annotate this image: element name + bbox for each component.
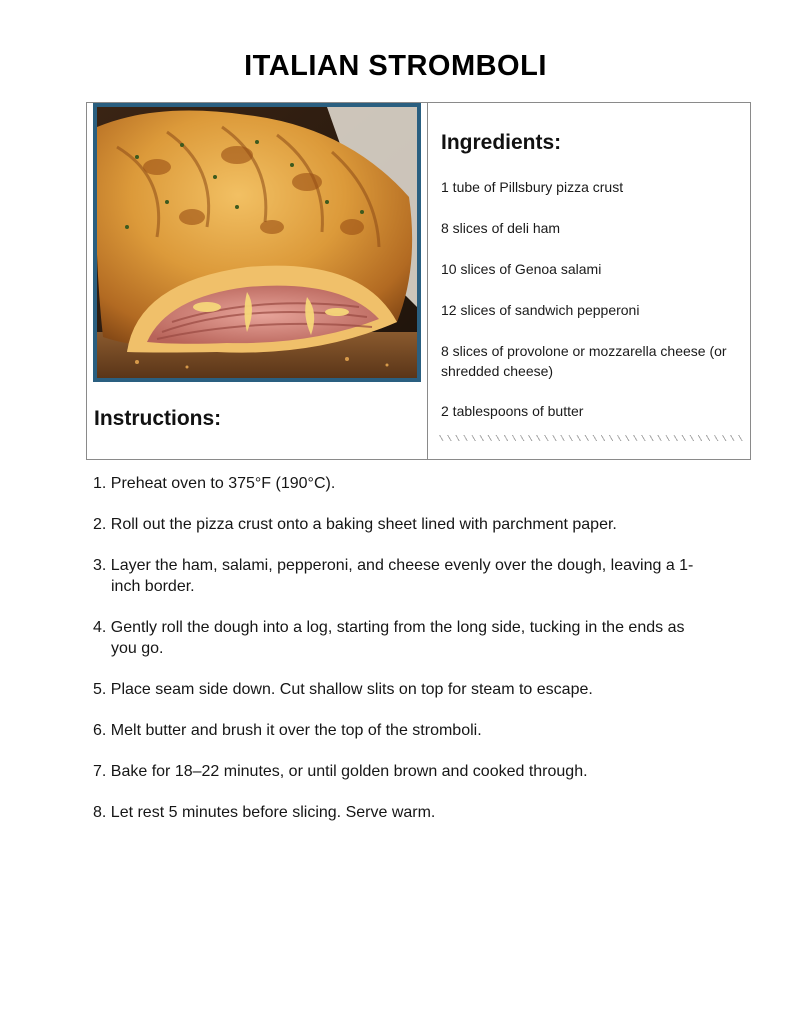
instruction-step: 6. Melt butter and brush it over the top of the stromboli. (93, 722, 482, 739)
stromboli-image (97, 107, 417, 378)
ingredient-item: 8 slices of deli ham (441, 220, 561, 236)
ingredient-item: 8 slices of provolone or mozzarella cheese (or shredded cheese) (441, 343, 727, 379)
ingredient-item: 2 tablespoons of butter (441, 403, 584, 419)
stromboli-photo (93, 103, 421, 382)
ingredient-separator (439, 435, 745, 441)
instruction-step: 5. Place seam side down. Cut shallow slits on top for steam to escape. (93, 681, 593, 698)
ingredient-item: 1 tube of Pillsbury pizza crust (441, 179, 624, 195)
instruction-step: 3. Layer the ham, salami, pepperoni, and cheese evenly over the dough, leaving a 1-inch border. (93, 557, 694, 595)
instruction-steps (93, 473, 713, 843)
recipe-table (86, 102, 751, 460)
instruction-step: 2. Roll out the pizza crust onto a baking sheet lined with parchment paper. (93, 516, 617, 533)
instructions-heading: Instructions: (94, 407, 222, 430)
instruction-step: 8. Let rest 5 minutes before slicing. Serve warm. (93, 804, 436, 821)
ingredient-list (441, 177, 746, 421)
instruction-step: 1. Preheat oven to 375°F (190°C). (93, 475, 336, 492)
ingredient-item: 12 slices of sandwich pepperoni (441, 302, 640, 318)
page-title: ITALIAN STROMBOLI (244, 50, 547, 82)
ingredient-item: 10 slices of Genoa salami (441, 261, 602, 277)
instruction-step: 4. Gently roll the dough into a log, starting from the long side, tucking in the ends as you go. (93, 619, 685, 657)
instruction-step: 7. Bake for 18–22 minutes, or until golden brown and cooked through. (93, 763, 588, 780)
table-divider (427, 103, 428, 459)
ingredients-heading: Ingredients: (441, 131, 562, 154)
